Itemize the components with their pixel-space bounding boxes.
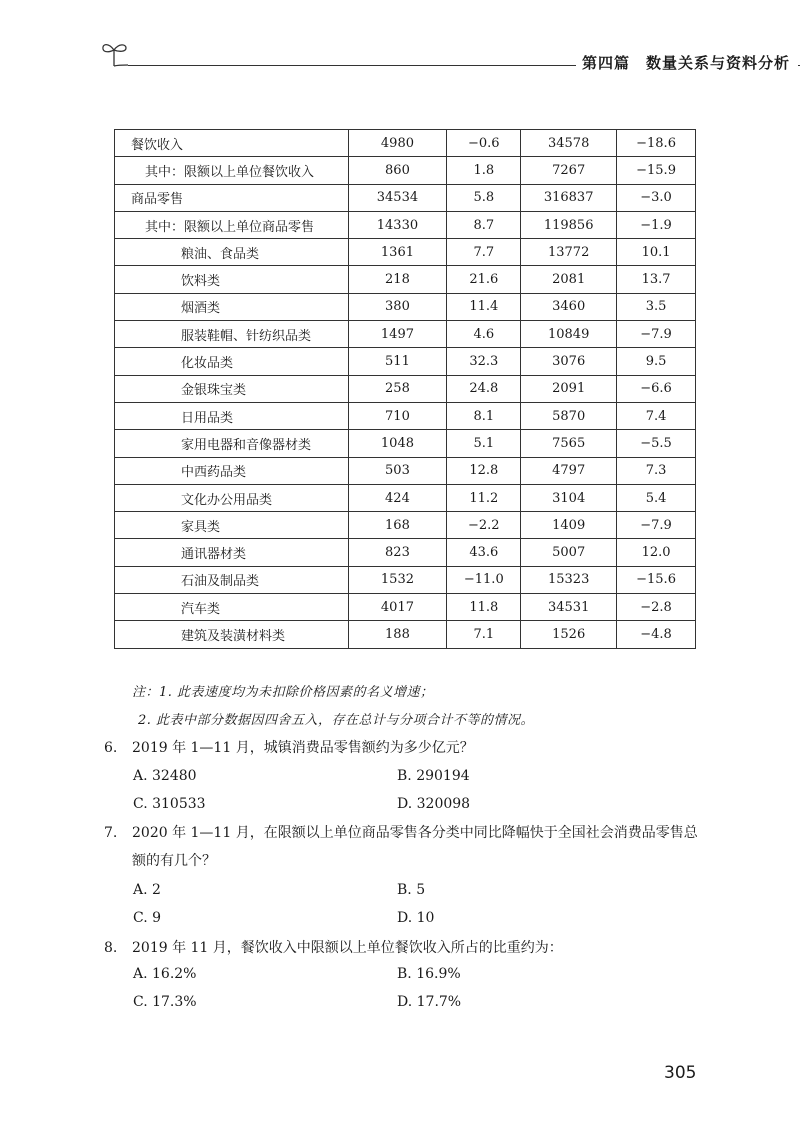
page-number: 305 [664, 1063, 697, 1083]
value-cell-2: −11.0 [447, 566, 521, 593]
category-name-cell: 餐饮收入 [115, 130, 349, 157]
q6-option-a[interactable]: A. 32480 [133, 768, 197, 784]
value-cell-4: −15.6 [617, 566, 696, 593]
value-cell-2: 43.6 [447, 539, 521, 566]
value-cell-3: 316837 [521, 184, 617, 211]
value-cell-2: 11.8 [447, 594, 521, 621]
value-cell-2: 12.8 [447, 457, 521, 484]
value-cell-3: 3076 [521, 348, 617, 375]
question-number: 6. [104, 740, 118, 756]
category-name-cell: 汽车类 [115, 594, 349, 621]
retail-sales-table [114, 129, 696, 649]
category-name-cell: 其中：限额以上单位商品零售 [115, 211, 349, 238]
q6-option-d[interactable]: D. 320098 [397, 796, 471, 812]
value-cell-3: 13772 [521, 239, 617, 266]
category-name-cell: 粮油、食品类 [115, 239, 349, 266]
table-row [115, 239, 696, 266]
value-cell-1: 860 [348, 157, 447, 184]
table-row [115, 157, 696, 184]
value-cell-1: 188 [348, 621, 447, 648]
value-cell-3: 119856 [521, 211, 617, 238]
table-row [115, 321, 696, 348]
category-name-cell: 中西药品类 [115, 457, 349, 484]
sprout-icon [100, 38, 130, 68]
value-cell-3: 5007 [521, 539, 617, 566]
value-cell-2: 7.1 [447, 621, 521, 648]
value-cell-1: 1497 [348, 321, 447, 348]
value-cell-4: 7.3 [617, 457, 696, 484]
q8-option-a[interactable]: A. 16.2% [133, 966, 197, 982]
value-cell-4: 10.1 [617, 239, 696, 266]
value-cell-4: −18.6 [617, 130, 696, 157]
value-cell-3: 2091 [521, 375, 617, 402]
q7-option-a[interactable]: A. 2 [133, 882, 161, 898]
category-name-cell: 金银珠宝类 [115, 375, 349, 402]
value-cell-2: 8.1 [447, 402, 521, 429]
value-cell-1: 424 [348, 484, 447, 511]
table-row [115, 430, 696, 457]
table-row [115, 621, 696, 648]
q8-option-c[interactable]: C. 17.3% [133, 994, 197, 1010]
category-name-cell: 服装鞋帽、针纺织品类 [115, 321, 349, 348]
q8-option-b[interactable]: B. 16.9% [397, 966, 461, 982]
question-number: 8. [104, 940, 118, 956]
question-number: 7. [104, 825, 118, 841]
value-cell-2: 5.1 [447, 430, 521, 457]
value-cell-4: −7.9 [617, 512, 696, 539]
header-title: 第四篇 数量关系与资料分析 [582, 54, 791, 72]
question-text: 2019 年 11 月，餐饮收入中限额以上单位餐饮收入所占的比重约为： [132, 940, 563, 956]
value-cell-1: 1361 [348, 239, 447, 266]
category-name-cell: 商品零售 [115, 184, 349, 211]
value-cell-1: 823 [348, 539, 447, 566]
question-text: 2020 年 1—11 月，在限额以上单位商品零售各分类中同比降幅快于全国社会消费品零售总额的有几个？ [132, 825, 698, 869]
value-cell-3: 3460 [521, 293, 617, 320]
value-cell-1: 710 [348, 402, 447, 429]
value-cell-2: 32.3 [447, 348, 521, 375]
category-name-cell: 化妆品类 [115, 348, 349, 375]
value-cell-3: 5870 [521, 402, 617, 429]
q7-option-d[interactable]: D. 10 [397, 910, 435, 926]
value-cell-2: 11.2 [447, 484, 521, 511]
category-name-cell: 其中：限额以上单位餐饮收入 [115, 157, 349, 184]
table-row [115, 293, 696, 320]
value-cell-3: 34531 [521, 594, 617, 621]
value-cell-3: 1526 [521, 621, 617, 648]
value-cell-2: 21.6 [447, 266, 521, 293]
value-cell-1: 4017 [348, 594, 447, 621]
value-cell-4: 13.7 [617, 266, 696, 293]
table-row [115, 266, 696, 293]
table-row [115, 457, 696, 484]
header-rule-left [128, 65, 576, 66]
note-1: 注：1. 此表速度均为未扣除价格因素的名义增速； [132, 685, 434, 700]
value-cell-2: 5.8 [447, 184, 521, 211]
q6-option-b[interactable]: B. 290194 [397, 768, 470, 784]
value-cell-3: 2081 [521, 266, 617, 293]
value-cell-2: 11.4 [447, 293, 521, 320]
category-name-cell: 家用电器和音像器材类 [115, 430, 349, 457]
value-cell-1: 1048 [348, 430, 447, 457]
value-cell-4: −3.0 [617, 184, 696, 211]
value-cell-1: 380 [348, 293, 447, 320]
value-cell-3: 4797 [521, 457, 617, 484]
value-cell-2: −0.6 [447, 130, 521, 157]
value-cell-4: 9.5 [617, 348, 696, 375]
value-cell-4: 3.5 [617, 293, 696, 320]
value-cell-4: −15.9 [617, 157, 696, 184]
category-name-cell: 建筑及装潢材料类 [115, 621, 349, 648]
table-row [115, 375, 696, 402]
table-row [115, 348, 696, 375]
category-name-cell: 石油及制品类 [115, 566, 349, 593]
value-cell-4: −7.9 [617, 321, 696, 348]
table-row [115, 402, 696, 429]
value-cell-2: 24.8 [447, 375, 521, 402]
category-name-cell: 通讯器材类 [115, 539, 349, 566]
value-cell-3: 34578 [521, 130, 617, 157]
q7-option-b[interactable]: B. 5 [397, 882, 426, 898]
table-row [115, 184, 696, 211]
category-name-cell: 饮料类 [115, 266, 349, 293]
value-cell-1: 511 [348, 348, 447, 375]
value-cell-1: 14330 [348, 211, 447, 238]
value-cell-3: 7267 [521, 157, 617, 184]
table-row [115, 566, 696, 593]
value-cell-4: 7.4 [617, 402, 696, 429]
category-name-cell: 烟酒类 [115, 293, 349, 320]
question-text: 2019 年 1—11 月，城镇消费品零售额约为多少亿元？ [132, 740, 474, 756]
table-row [115, 211, 696, 238]
value-cell-4: −2.8 [617, 594, 696, 621]
value-cell-3: 7565 [521, 430, 617, 457]
value-cell-2: 1.8 [447, 157, 521, 184]
table-row [115, 512, 696, 539]
value-cell-1: 34534 [348, 184, 447, 211]
note-2: 2. 此表中部分数据因四舍五入，存在总计与分项合计不等的情况。 [138, 713, 535, 728]
value-cell-4: −1.9 [617, 211, 696, 238]
value-cell-2: 7.7 [447, 239, 521, 266]
category-name-cell: 家具类 [115, 512, 349, 539]
q6-option-c[interactable]: C. 310533 [133, 796, 206, 812]
value-cell-1: 503 [348, 457, 447, 484]
category-name-cell: 文化办公用品类 [115, 484, 349, 511]
value-cell-1: 218 [348, 266, 447, 293]
value-cell-1: 1532 [348, 566, 447, 593]
value-cell-4: −4.8 [617, 621, 696, 648]
value-cell-3: 3104 [521, 484, 617, 511]
table-row [115, 539, 696, 566]
value-cell-1: 168 [348, 512, 447, 539]
value-cell-2: 4.6 [447, 321, 521, 348]
value-cell-1: 258 [348, 375, 447, 402]
value-cell-4: 5.4 [617, 484, 696, 511]
table-row [115, 594, 696, 621]
value-cell-3: 15323 [521, 566, 617, 593]
value-cell-2: 8.7 [447, 211, 521, 238]
table-row [115, 130, 696, 157]
value-cell-2: −2.2 [447, 512, 521, 539]
q7-option-c[interactable]: C. 9 [133, 910, 162, 926]
value-cell-4: −5.5 [617, 430, 696, 457]
value-cell-3: 1409 [521, 512, 617, 539]
page-header [100, 38, 800, 78]
value-cell-1: 4980 [348, 130, 447, 157]
value-cell-4: −6.6 [617, 375, 696, 402]
table-row [115, 484, 696, 511]
q8-option-d[interactable]: D. 17.7% [397, 994, 462, 1010]
category-name-cell: 日用品类 [115, 402, 349, 429]
value-cell-3: 10849 [521, 321, 617, 348]
value-cell-4: 12.0 [617, 539, 696, 566]
